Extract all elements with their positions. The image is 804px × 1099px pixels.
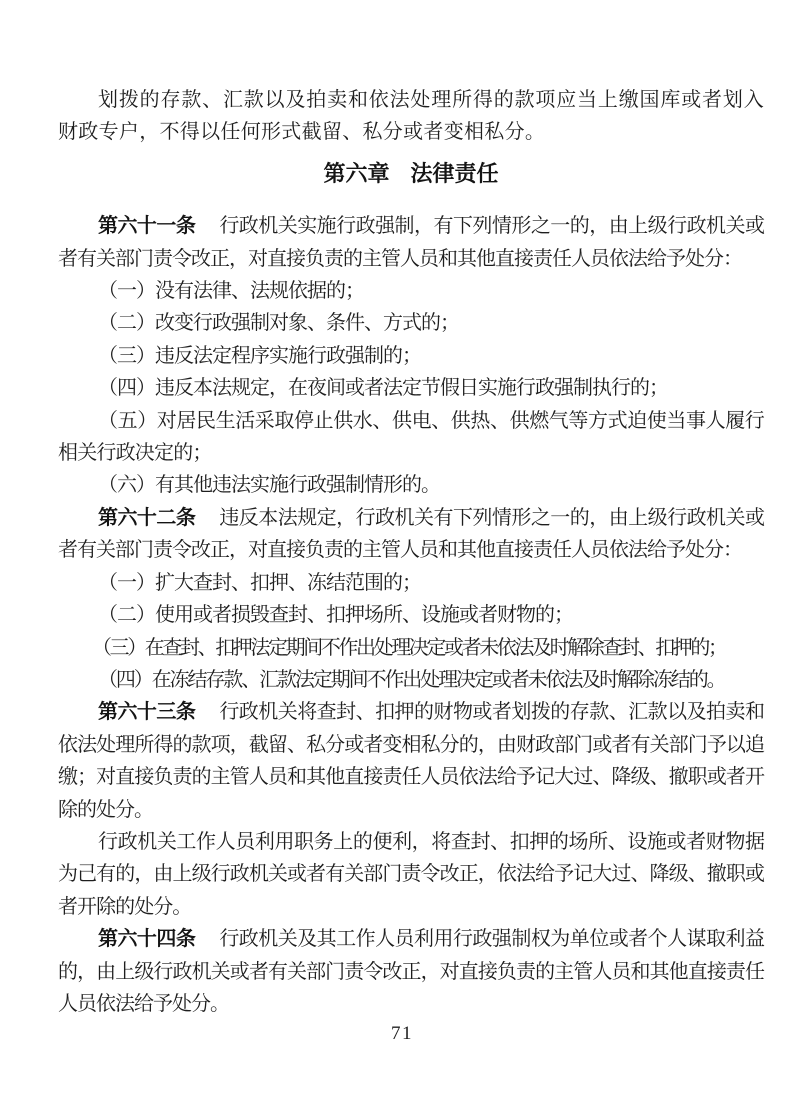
chapter-number: 第六章 bbox=[323, 160, 390, 186]
article-61-item-1: （一）没有法律、法规依据的； bbox=[98, 280, 364, 303]
article-63-paragraph-2: 行政机关工作人员利用职务上的便利，将查封、扣押的场所、设施或者财物据为己有的，由上级行政机关或者有关部门责令改正，依法给予记大过、降级、撤职或者开除的处分。 bbox=[58, 830, 764, 918]
article-64-text: 行政机关及其工作人员利用行政强制权为单位或者个人谋取利益的，由上级行政机关或者有关部门责令改正，对直接负责的主管人员和其他直接责任人员依法给予处分。 bbox=[58, 928, 764, 1015]
chapter-title: 法律责任 bbox=[410, 160, 499, 186]
article-61-text: 行政机关实施行政强制，有下列情形之一的，由上级行政机关或者有关部门责令改正，对直接负责的主管人员和其他直接责任人员依法给予处分： bbox=[58, 215, 764, 270]
article-61-item-5: （五）对居民生活采取停止供水、供电、供热、供燃气等方式迫使当事人履行相关行政决定的； bbox=[58, 409, 764, 465]
article-63-number: 第六十三条 bbox=[98, 701, 196, 724]
chapter-heading bbox=[58, 158, 764, 190]
article-61-number: 第六十一条 bbox=[98, 215, 196, 238]
article-64-number: 第六十四条 bbox=[98, 928, 196, 951]
intro-paragraph: 划拨的存款、汇款以及拍卖和依法处理所得的款项应当上缴国库或者划入财政专户，不得以任何形式截留、私分或者变相私分。 bbox=[58, 89, 764, 144]
article-62-item-4: （四）在冻结存款、汇款法定期间不作出处理决定或者未依法及时解除冻结的。 bbox=[98, 668, 725, 691]
article-62-item-2: （二）使用或者损毁查封、扣押场所、设施或者财物的； bbox=[98, 604, 573, 627]
page-content bbox=[58, 84, 764, 1020]
article-62-number: 第六十二条 bbox=[98, 506, 196, 529]
article-62-item-1: （一）扩大查封、扣押、冻结范围的； bbox=[98, 571, 421, 594]
article-63-paragraph bbox=[58, 696, 764, 826]
article-63-text: 行政机关将查封、扣押的财物或者划拨的存款、汇款以及拍卖和依法处理所得的款项，截留、私分或者变相私分的，由财政部门或者有关部门予以追缴；对直接负责的主管人员和其他直接责任人员依法给予记大过、降级、撤职或者开除的处分。 bbox=[58, 701, 764, 821]
article-62-item-3: （三）在查封、扣押法定期间不作出处理决定或者未依法及时解除查封、扣押的； bbox=[92, 636, 726, 659]
page-number: 71 bbox=[391, 1023, 413, 1044]
article-61-item-2: （二）改变行政强制对象、条件、方式的； bbox=[98, 312, 459, 335]
article-61-paragraph bbox=[58, 210, 764, 275]
article-61-item-6: （六）有其他违法实施行政强制情形的。 bbox=[98, 474, 440, 497]
article-64-paragraph bbox=[58, 923, 764, 1020]
article-62-paragraph bbox=[58, 502, 764, 567]
article-61-item-3: （三）违反法定程序实施行政强制的； bbox=[98, 344, 421, 367]
article-61-item-4: （四）违反本法规定，在夜间或者法定节假日实施行政强制执行的； bbox=[98, 377, 668, 400]
article-62-text: 违反本法规定，行政机关有下列情形之一的，由上级行政机关或者有关部门责令改正，对直接负责的主管人员和其他直接责任人员依法给予处分： bbox=[58, 506, 764, 562]
